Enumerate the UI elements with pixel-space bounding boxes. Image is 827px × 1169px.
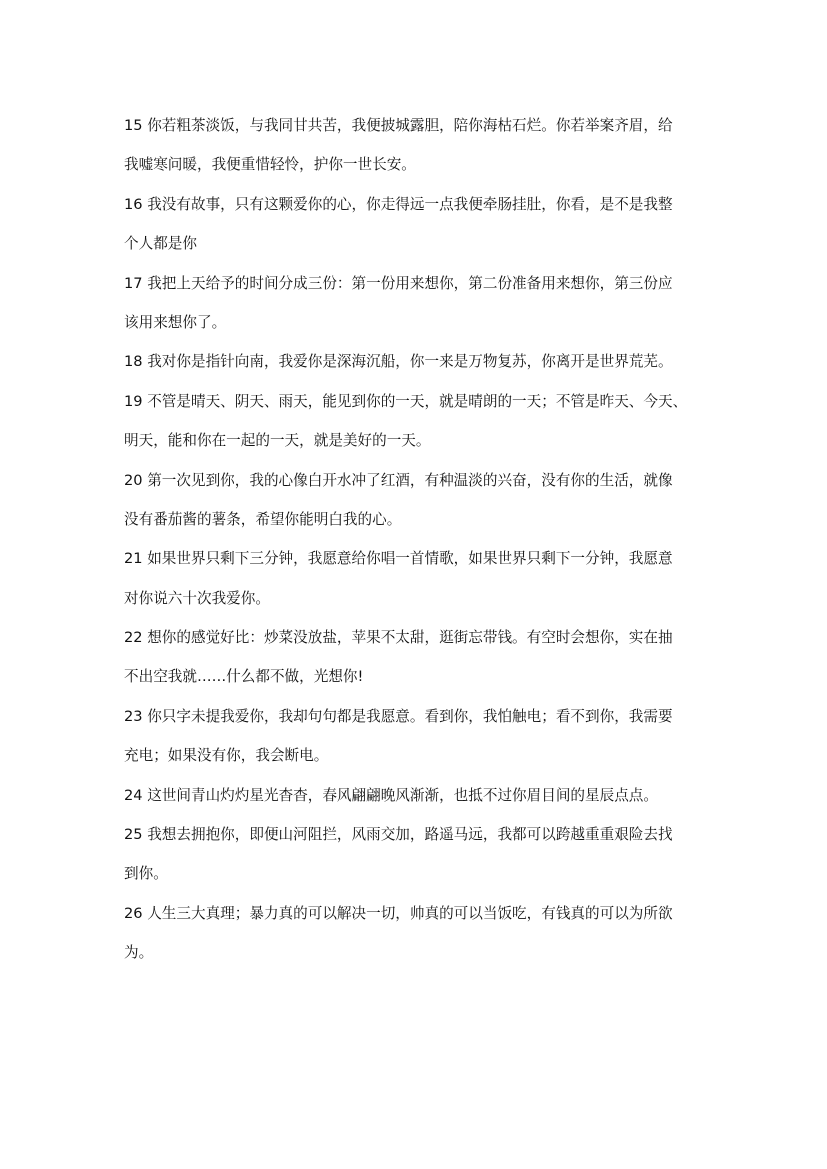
line-2: 我嘘寒问暖，我便重惜轻怜，护你一世长安。 xyxy=(124,156,416,174)
line-16: 23 你只字未提我爱你，我却句句都是我愿意。看到你，我怕触电；看不到你，我需要 xyxy=(124,707,673,725)
line-12: 21 如果世界只剩下三分钟，我愿意给你唱一首情歌，如果世界只剩下一分钟，我愿意 xyxy=(124,550,673,568)
line-22: 为。 xyxy=(124,944,154,962)
line-15: 不出空我就……什么都不做，光想你! xyxy=(124,668,364,686)
line-3: 16 我没有故事，只有这颗爱你的心，你走得远一点我便牵肠挂肚，你看，是不是我整 xyxy=(124,195,673,213)
line-11: 没有番茄酱的薯条，希望你能明白我的心。 xyxy=(124,510,402,528)
line-8: 19 不管是晴天、阴天、雨天，能见到你的一天，就是晴朗的一天；不管是昨天、今天、 xyxy=(124,392,688,410)
line-18: 24 这世间青山灼灼星光杳杳，春风翩翩晚风渐渐，也抵不过你眉目间的星辰点点。 xyxy=(124,786,658,804)
line-21: 26 人生三大真理；暴力真的可以解决一切，帅真的可以当饭吃，有钱真的可以为所欲 xyxy=(124,904,673,922)
line-7: 18 我对你是指针向南，我爱你是深海沉船，你一来是万物复苏，你离开是世界荒芜。 xyxy=(124,353,673,371)
line-19: 25 我想去拥抱你，即便山河阻拦，风雨交加，路遥马远，我都可以跨越重重艰险去找 xyxy=(124,826,673,844)
line-13: 对你说六十次我爱你。 xyxy=(124,589,270,607)
line-4: 个人都是你 xyxy=(124,235,197,253)
line-5: 17 我把上天给予的时间分成三份：第一份用来想你，第二份准备用来想你，第三份应 xyxy=(124,274,673,292)
line-14: 22 想你的感觉好比：炒菜没放盐，苹果不太甜，逛街忘带钱。有空时会想你，实在抽 xyxy=(124,629,673,647)
document-body xyxy=(124,106,708,973)
line-20: 到你。 xyxy=(124,865,168,883)
line-10: 20 第一次见到你，我的心像白开水冲了红酒，有种温淡的兴奋，没有你的生活，就像 xyxy=(124,471,673,489)
line-9: 明天，能和你在一起的一天，就是美好的一天。 xyxy=(124,432,431,450)
line-1: 15 你若粗茶淡饭，与我同甘共苦，我便披城露胆，陪你海枯石烂。你若举案齐眉，给 xyxy=(124,117,673,134)
line-6: 该用来想你了。 xyxy=(124,313,227,331)
line-17: 充电；如果没有你，我会断电。 xyxy=(124,747,329,765)
